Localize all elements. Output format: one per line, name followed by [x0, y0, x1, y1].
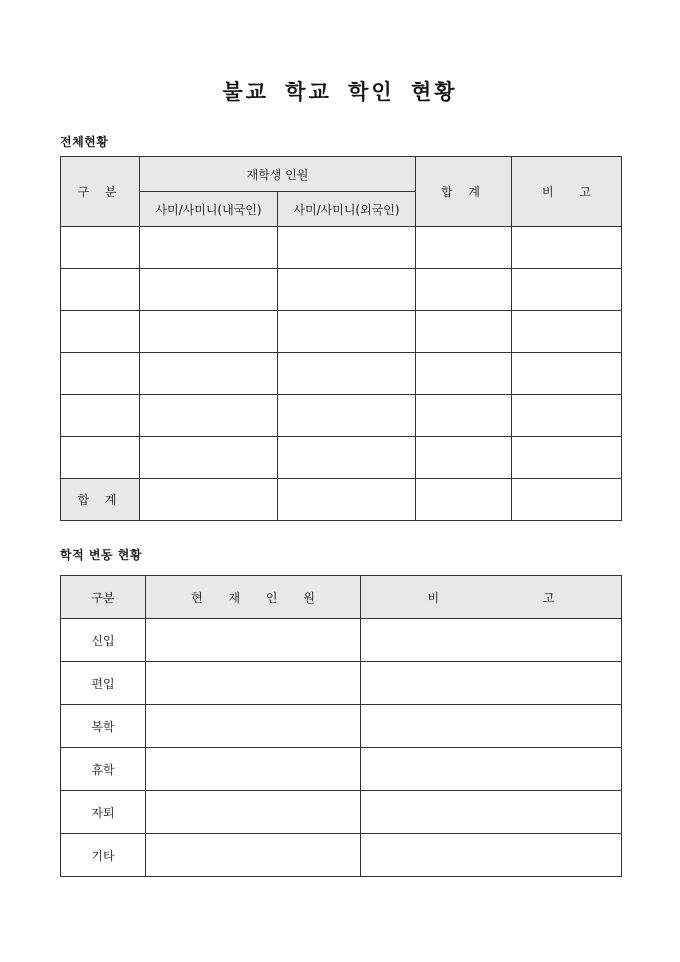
cell[interactable]: [278, 311, 416, 353]
header-category: 구분: [61, 576, 146, 619]
total-row-label: 합 계: [61, 479, 140, 521]
cell[interactable]: [278, 437, 416, 479]
cell[interactable]: [512, 227, 622, 269]
cell[interactable]: [512, 353, 622, 395]
cell[interactable]: [278, 395, 416, 437]
row-label: 편입: [61, 662, 146, 705]
cell[interactable]: [140, 269, 278, 311]
cell[interactable]: [146, 662, 361, 705]
cell[interactable]: [146, 748, 361, 791]
header-remarks: 비 고: [361, 576, 622, 619]
cell[interactable]: [140, 437, 278, 479]
row-label: 자퇴: [61, 791, 146, 834]
header-enrolled: 재학생 인원: [140, 157, 416, 192]
cell[interactable]: [361, 662, 622, 705]
cell[interactable]: [61, 227, 140, 269]
total-row: [61, 479, 622, 521]
cell[interactable]: [278, 353, 416, 395]
cell[interactable]: [146, 834, 361, 877]
cell[interactable]: [512, 311, 622, 353]
header-total: 합 계: [416, 157, 512, 227]
table-row: [61, 748, 622, 791]
cell[interactable]: [361, 619, 622, 662]
cell[interactable]: [146, 619, 361, 662]
page-title: 불교 학교 학인 현황: [222, 79, 458, 104]
row-label: 휴학: [61, 748, 146, 791]
cell[interactable]: [512, 479, 622, 521]
table-row: [61, 227, 622, 269]
cell[interactable]: [140, 227, 278, 269]
table-row: [61, 353, 622, 395]
cell[interactable]: [61, 269, 140, 311]
cell[interactable]: [140, 395, 278, 437]
cell[interactable]: [140, 479, 278, 521]
cell[interactable]: [416, 437, 512, 479]
header-foreign: 사미/사미니(외국인): [278, 192, 416, 227]
table-row: [61, 269, 622, 311]
table-row: [61, 311, 622, 353]
overall-status-table: [60, 156, 622, 521]
cell[interactable]: [416, 353, 512, 395]
cell[interactable]: [140, 311, 278, 353]
section-label-overall: 전체현황: [60, 135, 109, 149]
cell[interactable]: [61, 437, 140, 479]
header-current: 현 재 인 원: [146, 576, 361, 619]
row-label: 신입: [61, 619, 146, 662]
header-remarks: 비 고: [512, 157, 622, 227]
cell[interactable]: [61, 311, 140, 353]
cell[interactable]: [416, 269, 512, 311]
table-row: [61, 437, 622, 479]
cell[interactable]: [361, 705, 622, 748]
table-row: [61, 395, 622, 437]
cell[interactable]: [146, 705, 361, 748]
table-row: [61, 619, 622, 662]
cell[interactable]: [416, 227, 512, 269]
cell[interactable]: [512, 395, 622, 437]
header-category: 구 분: [61, 157, 140, 227]
enrollment-change-table: [60, 575, 622, 877]
header-domestic: 사미/사미니(내국인): [140, 192, 278, 227]
cell[interactable]: [61, 395, 140, 437]
row-label: 기타: [61, 834, 146, 877]
table-row: [61, 791, 622, 834]
cell[interactable]: [512, 269, 622, 311]
cell[interactable]: [512, 437, 622, 479]
cell[interactable]: [278, 269, 416, 311]
table-row: [61, 834, 622, 877]
row-label: 복학: [61, 705, 146, 748]
cell[interactable]: [278, 479, 416, 521]
cell[interactable]: [416, 311, 512, 353]
cell[interactable]: [146, 791, 361, 834]
cell[interactable]: [361, 748, 622, 791]
section-label-changes: 학적 변동 현황: [60, 548, 142, 562]
cell[interactable]: [416, 395, 512, 437]
cell[interactable]: [361, 791, 622, 834]
table-row: [61, 705, 622, 748]
cell[interactable]: [278, 227, 416, 269]
table-row: [61, 662, 622, 705]
cell[interactable]: [61, 353, 140, 395]
cell[interactable]: [140, 353, 278, 395]
cell[interactable]: [361, 834, 622, 877]
cell[interactable]: [416, 479, 512, 521]
